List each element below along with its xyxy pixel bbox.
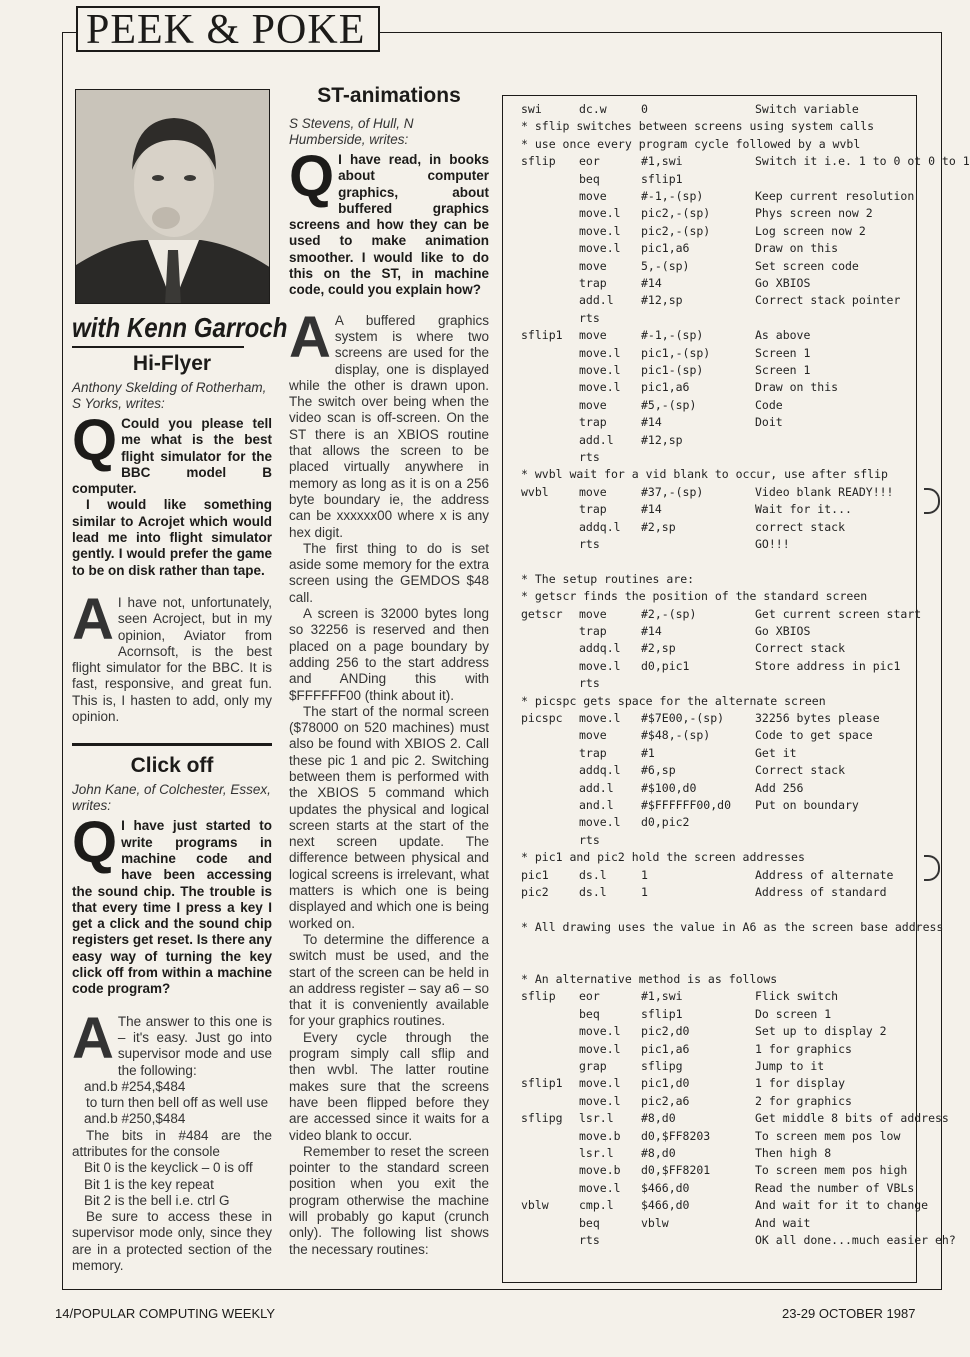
listing-operand: #14 (641, 415, 662, 430)
listing-operand: pic2,a6 (641, 1093, 690, 1108)
answer-paragraph: The first thing to do is set aside some memory for the extra screen using the GEMDOS $48 call. (289, 540, 489, 605)
listing-operand: #1 (641, 745, 655, 760)
listing-comment: To screen mem pos high (755, 1163, 908, 1178)
listing-comment: Doit (755, 415, 783, 430)
listing-comment: Screen 1 (755, 345, 811, 360)
listing-label: pic2 (521, 885, 549, 899)
listing-comment: Log screen now 2 (755, 223, 866, 238)
listing-label: sflip (521, 989, 556, 1004)
listing-comment: Go XBIOS (755, 276, 811, 290)
listing-operand: #8,d0 (641, 1146, 676, 1160)
listing-comment: Correct stack (755, 641, 846, 656)
listing-opcode: cmp.l (579, 1198, 614, 1213)
left-column (72, 352, 272, 1274)
code-snippet: and.b #250,$484 (84, 1111, 186, 1127)
answer-paragraph: A screen is 32000 bytes long so 32256 is reserved and then placed on a page boundary by adding 256 to the start address and ANDing this with $FFFFFF00 (think about it). (289, 606, 489, 703)
middle-column (289, 84, 489, 1258)
listing-operand: #6,sp (641, 763, 676, 778)
listing-label: vblw (521, 1198, 549, 1213)
listing-label: pic1 (521, 867, 549, 882)
listing-label: wvbl (521, 484, 549, 499)
listing-comment: Set screen code (755, 258, 859, 273)
listing-operand: d0,$FF8203 (641, 1128, 711, 1143)
listing-opcode: move (579, 189, 607, 203)
listing-comment: Screen 1 (755, 363, 811, 377)
listing-opcode: addq.l (579, 763, 621, 778)
section-divider (72, 743, 272, 746)
listing-operand: pic1,d0 (641, 1076, 690, 1091)
listing-comment: * pic1 and pic2 hold the screen addresses (521, 850, 805, 865)
footer-left: 14/POPULAR COMPUTING WEEKLY (55, 1306, 276, 1321)
listing-operand: pic2,-(sp) (641, 223, 711, 238)
listing-opcode: add.l (579, 293, 614, 308)
listing-operand: #12,sp (641, 432, 683, 447)
listing-operand: #14 (641, 502, 662, 517)
listing-opcode: rts (579, 676, 600, 691)
listing-opcode: move.b (579, 1163, 621, 1178)
listing-comment: As above (755, 328, 811, 343)
listing-opcode: move (579, 328, 607, 343)
question: Q I have just started to write programs in machine code and have been accessing the sound chip. The trouble is that every time I press a key I get a click and the sound chip registers get reset. Is there any easy way of turning the key click off from within a machine code program? (72, 810, 272, 997)
listing-opcode: move.l (579, 658, 621, 673)
listing-operand: $466,d0 (641, 1198, 690, 1213)
listing-opcode: move.l (579, 380, 621, 395)
section-title-st-animations: ST-animations (317, 84, 461, 107)
listing-operand: pic1,a6 (641, 1041, 690, 1056)
question: Q I have read, in books about computer graphics, about buffered graphics screens and how they can be used to make animation smoother. I would like to do this on the ST, in machine code, could you explain how? (289, 144, 489, 298)
listing-comment: Then high 8 (755, 1146, 832, 1160)
bit-description: Bit 1 is the key repeat (84, 1176, 214, 1192)
answer-paragraph: The start of the normal screen ($78000 on 520 machines) must also be found with XBIOS 2. Call these pic 1 and pic 2. Switching between them is performed with the XBIOS 5 command which updates the physical and logical screen starts at the start of the next screen update. The difference between physical and logical screens is irrelevant, what matters is which one is being displayed and which one is being worked on. (289, 703, 489, 931)
listing-opcode: beq (579, 171, 600, 186)
answer-paragraph: Remember to reset the screen pointer to the standard screen position when you exit the program otherwise the machine will probably go kaput (crunch only). The following list shows the necessary routines: (289, 1143, 489, 1257)
listing-operand: pic1,a6 (641, 380, 690, 395)
listing-opcode: trap (579, 502, 607, 517)
listing-comment: Set up to display 2 (755, 1024, 887, 1039)
listing-operand: #$48,-(sp) (641, 728, 711, 743)
listing-opcode: rts (579, 1233, 600, 1247)
listing-operand: sflip1 (641, 171, 683, 186)
listing-opcode: move.l (579, 1076, 621, 1091)
answer: A I have not, unfortunately, seen Acroject, but in my opinion, Aviator from Acornsoft, is the best flight simulator for the BBC. It is fast, responsive, and great fun. This is, I hasten to add, only my opinion. (72, 586, 272, 725)
listing-comment: And wait for it to change (755, 1198, 929, 1213)
listing-opcode: add.l (579, 780, 614, 795)
listing-opcode: move.l (579, 1093, 621, 1108)
listing-opcode: move.l (579, 711, 621, 725)
listing-comment: Draw on this (755, 241, 839, 256)
listing-operand: pic1,a6 (641, 241, 690, 256)
listing-comment: Phys screen now 2 (755, 206, 873, 221)
listing-operand: 1 (641, 867, 648, 882)
listing-comment: Add 256 (755, 780, 804, 795)
listing-opcode: move.l (579, 241, 621, 256)
listing-comment: * sflip switches between screens using system calls (521, 119, 875, 134)
question: Q Could you please tell me what is the best flight simulator for the BBC model B computer. (72, 408, 272, 497)
question-continued: I would like something similar to Acrojet which would lead me into flight simulator gently. I would prefer the game to be on disk rather than tape. (72, 497, 272, 578)
listing-opcode: beq (579, 1006, 600, 1021)
listing-operand: sflipg (641, 1059, 683, 1073)
listing-comment: Get it (755, 745, 797, 760)
listing-comment: Code to get space (755, 728, 873, 743)
listing-opcode: move.l (579, 815, 621, 830)
listing-comment: Get middle 8 bits of address (755, 1111, 949, 1126)
listing-operand: d0,pic1 (641, 658, 690, 673)
listing-opcode: add.l (579, 432, 614, 447)
listing-comment: Code (755, 397, 783, 412)
listing-operand: $466,d0 (641, 1180, 690, 1195)
listing-opcode: grap (579, 1059, 607, 1073)
answer-paragraph: to turn then bell off as well use (86, 1095, 269, 1111)
drop-cap-q: Q (289, 144, 335, 209)
bit-description: Bit 2 is the bell i.e. ctrl G (84, 1192, 230, 1208)
listing-label: sflip1 (521, 328, 563, 343)
listing-operand: #14 (641, 276, 662, 290)
listing-comment: * All drawing uses the value in A6 as the screen base address (521, 919, 944, 934)
listing-opcode: rts (579, 450, 600, 464)
listing-opcode: move.l (579, 345, 621, 360)
listing-comment: * wvbl wait for a vid blank to occur, use after sflip (521, 467, 888, 482)
listing-opcode: move (579, 258, 607, 273)
listing-operand: vblw (641, 1215, 669, 1230)
listing-opcode: trap (579, 415, 607, 430)
listing-comment: * picspc gets space for the alternate screen (521, 693, 826, 708)
listing-opcode: lsr.l (579, 1111, 614, 1126)
listing-label: getscr (521, 606, 563, 621)
drop-cap-a: A (289, 304, 331, 370)
listing-opcode: rts (579, 832, 600, 847)
listing-opcode: move (579, 397, 607, 412)
listing-operand: 5,-(sp) (641, 258, 690, 273)
listing-operand: pic1-(sp) (641, 363, 704, 377)
listing-operand: #$7E00,-(sp) (641, 711, 725, 725)
listing-operand: 1 (641, 885, 648, 899)
listing-opcode: move.l (579, 1180, 621, 1195)
listing-operand: #14 (641, 624, 662, 638)
listing-comment: Correct stack pointer (755, 293, 901, 308)
listing-operand: d0,pic2 (641, 815, 690, 830)
listing-comment: GO!!! (755, 537, 790, 551)
listing-comment: * An alternative method is as follows (521, 972, 778, 986)
listing-comment: Address of standard (755, 885, 887, 899)
listing-comment: Jump to it (755, 1059, 825, 1073)
footer-right: 23-29 OCTOBER 1987 (782, 1306, 916, 1321)
listing-comment: Store address in pic1 (755, 658, 901, 673)
listing-label: picspc (521, 711, 563, 725)
listing-opcode: beq (579, 1215, 600, 1230)
listing-operand: #$100,d0 (641, 780, 697, 795)
listing-operand: #-1,-(sp) (641, 328, 704, 343)
listing-operand: 0 (641, 102, 648, 116)
listing-comment: Address of alternate (755, 867, 894, 882)
listing-label: swi (521, 102, 542, 116)
listing-opcode: rts (579, 537, 600, 551)
listing-operand: #12,sp (641, 293, 683, 308)
listing-opcode: trap (579, 624, 607, 638)
listing-opcode: move.l (579, 223, 621, 238)
listing-opcode: addq.l (579, 519, 621, 534)
answer-paragraph: To determine the difference a switch must be used, and the start of the screen can be held in an address register – say a6 – so that it is conveniently available for your graphics routines. (289, 931, 489, 1029)
drop-cap-q: Q (72, 810, 118, 876)
listing-opcode: rts (579, 310, 600, 325)
listing-comment: Get current screen start (755, 606, 922, 621)
listing-comment: And wait (755, 1215, 811, 1230)
listing-label: sflipg (521, 1111, 563, 1126)
drop-cap-a: A (72, 586, 114, 652)
byline: with Kenn Garroch (72, 312, 244, 348)
masthead: PEEK & POKE (76, 6, 380, 52)
listing-operand: sflip1 (641, 1006, 683, 1021)
listing-operand: #2,sp (641, 519, 676, 534)
answer-paragraph: The bits in #484 are the attributes for the console (72, 1127, 272, 1159)
answer-paragraph: Every cycle through the program simply call sflip and then wvbl. The latter routine makes sure that the screens have been flipped before they are accessed since it waits for a video blank to occur. (289, 1029, 489, 1143)
bit-description: Bit 0 is the keyclick – 0 is off (84, 1160, 253, 1176)
listing-opcode: ds.l (579, 867, 607, 882)
listing-opcode: dc.w (579, 102, 607, 116)
listing-operand: #2,-(sp) (641, 606, 697, 621)
listing-comment: * use once every program cycle followed by a wvbl (521, 136, 861, 151)
listing-opcode: move (579, 484, 607, 499)
listing-opcode: eor (579, 154, 600, 169)
attribution: John Kane, of Colchester, Essex, writes: (72, 782, 271, 814)
code-snippet: and.b #254,$484 (84, 1078, 186, 1094)
listing-comment: Do screen 1 (755, 1006, 832, 1021)
answer: A A buffered graphics system is where two screens are used for the display, one is displayed while the other is drawn upon. The switch over being when the video scan is off-screen. On the ST there is an XBIOS routine that allows the screen to be placed virtually anywhere in memory as long as it is on a 256 byte boundary ie, the address can be xxxxxx00 where x is any hex digit. (289, 304, 489, 540)
listing-operand: #2,sp (641, 641, 676, 656)
listing-comment: Switch variable (755, 102, 859, 116)
listing-opcode: move (579, 728, 607, 743)
listing-comment: 1 for graphics (755, 1041, 852, 1056)
listing-comment: * getscr finds the position of the standard screen (521, 589, 868, 604)
listing-comment: Video blank READY!!! (755, 484, 894, 499)
listing-comment: OK all done...much easier eh? (755, 1233, 956, 1247)
listing-operand: #5,-(sp) (641, 397, 697, 412)
answer: A The answer to this one is – it's easy. Just go into supervisor mode and use the following: (72, 1005, 272, 1078)
columnist-photo (75, 89, 270, 304)
listing-opcode: eor (579, 989, 600, 1004)
listing-operand: #-1,-(sp) (641, 189, 704, 203)
listing-operand: d0,$FF8201 (641, 1163, 711, 1178)
listing-opcode: move.l (579, 363, 621, 377)
listing-comment: * The setup routines are: (521, 571, 695, 586)
code-listing-box (502, 95, 970, 1283)
drop-cap-a: A (72, 1005, 114, 1071)
portrait-image (76, 90, 270, 304)
listing-comment: Correct stack (755, 763, 846, 778)
section-title-click-off: Click off (130, 754, 214, 778)
answer-paragraph: Be sure to access these in supervisor mode only, since they are in a protected section of the memory. (72, 1209, 272, 1274)
listing-operand: #$FFFFFF00,d0 (641, 798, 732, 812)
section-title-hi-flyer: Hi-Flyer (132, 352, 212, 375)
listing-opcode: move.b (579, 1128, 621, 1143)
listing-comment: Switch it i.e. 1 to 0 ot 0 to 1 (755, 154, 970, 169)
listing-comment: 2 for graphics (755, 1093, 852, 1108)
listing-opcode: trap (579, 276, 607, 290)
drop-cap-q: Q (72, 408, 118, 473)
attribution: Anthony Skelding of Rotherham, S Yorks, writes: (72, 380, 267, 411)
listing-label: sflip (521, 154, 556, 169)
listing-operand: #1,swi (641, 989, 683, 1004)
listing-comment: Go XBIOS (755, 624, 811, 638)
listing-comment: Flick switch (755, 989, 839, 1004)
listing-opcode: move.l (579, 206, 621, 221)
listing-comment: 32256 bytes please (755, 711, 880, 725)
listing-comment: Keep current resolution (755, 189, 915, 203)
listing-comment: Wait for it... (755, 502, 852, 517)
listing-operand: pic1,-(sp) (641, 345, 711, 360)
listing-opcode: lsr.l (579, 1146, 614, 1160)
listing-operand: #37,-(sp) (641, 484, 704, 499)
attribution: S Stevens, of Hull, N Humberside, writes: (289, 116, 414, 147)
listing-opcode: move.l (579, 1041, 621, 1056)
listing-comment: To screen mem pos low (755, 1128, 901, 1143)
listing-opcode: addq.l (579, 641, 621, 656)
listing-comment: correct stack (755, 519, 846, 534)
listing-comment: Put on boundary (755, 798, 859, 812)
listing-label: sflip1 (521, 1076, 563, 1091)
listing-comment: Read the number of VBLs (755, 1180, 915, 1195)
listing-opcode: and.l (579, 798, 614, 812)
listing-operand: #8,d0 (641, 1111, 676, 1126)
listing-comment: Draw on this (755, 380, 839, 395)
listing-operand: #1,swi (641, 154, 683, 169)
listing-comment: 1 for display (755, 1076, 846, 1091)
listing-opcode: ds.l (579, 885, 607, 899)
listing-opcode: move (579, 606, 607, 621)
listing-operand: pic2,-(sp) (641, 206, 711, 221)
listing-opcode: move.l (579, 1024, 621, 1039)
listing-operand: pic2,d0 (641, 1024, 690, 1039)
listing-opcode: trap (579, 745, 607, 760)
